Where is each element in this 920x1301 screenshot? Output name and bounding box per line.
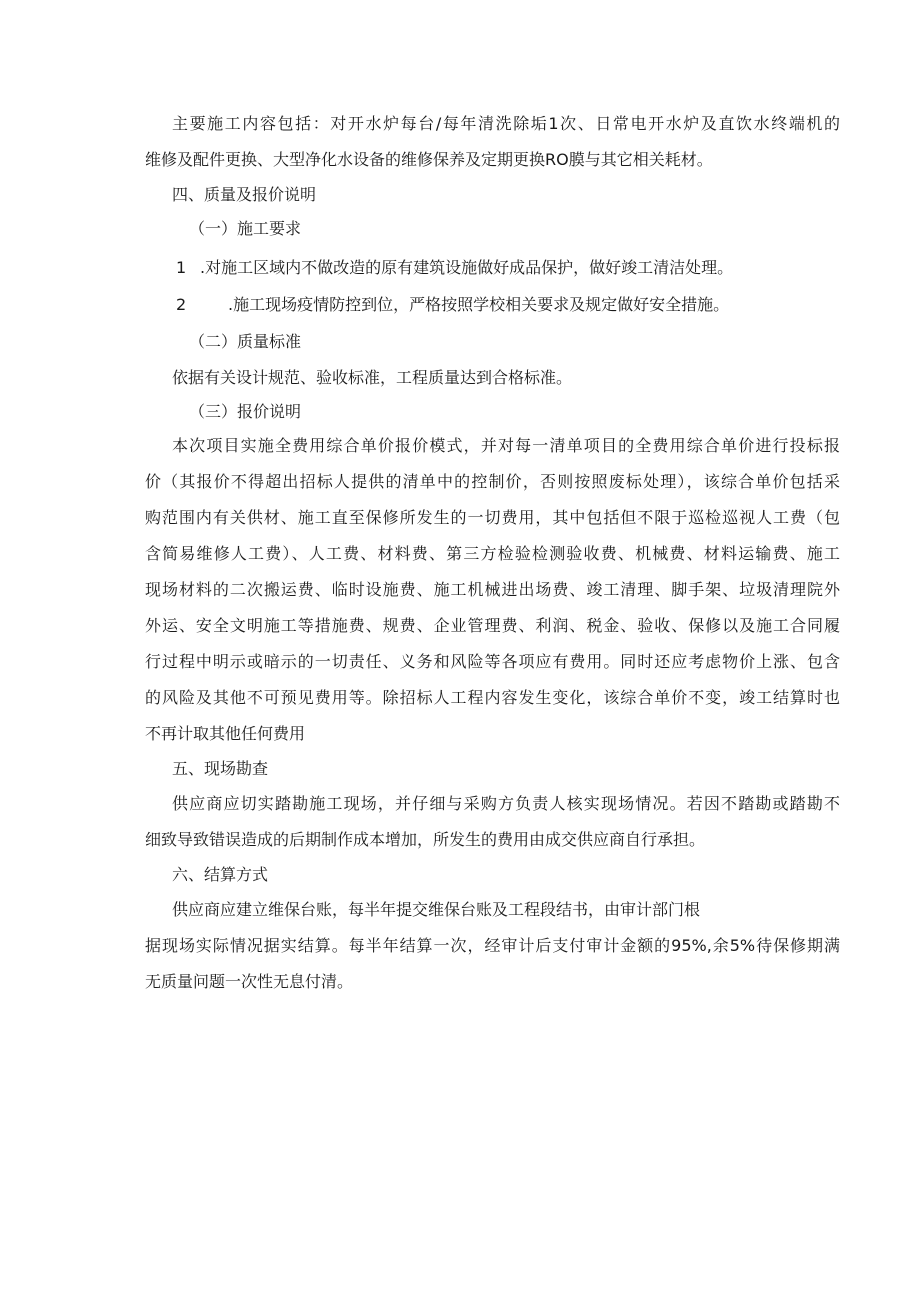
price-paragraph-line-3: 购范围内有关供材、施工直至保修所发生的一切费用，其中包括但不限于巡检巡视人工费（包 [145, 508, 840, 527]
list-item-number: 2 [176, 295, 187, 314]
subheading-quality-standard: （二）质量标准 [189, 332, 302, 351]
content-paragraph-line-1: 主要施工内容包括：对开水炉每台/每年清洗除垢1次、日常电开水炉及直饮水终端机的 [172, 114, 840, 133]
survey-paragraph-line-1: 供应商应切实踏勘施工现场，并仔细与采购方负责人核实现场情况。若因不踏勘或踏勘不 [172, 794, 840, 813]
price-paragraph-line-2: 价（其报价不得超出招标人提供的清单中的控制价，否则按照废标处理），该综合单价包括采 [145, 472, 840, 491]
content-paragraph-line-2: 维修及配件更换、大型净化水设备的维修保养及定期更换RO膜与其它相关耗材。 [145, 150, 713, 169]
price-paragraph-line-6: 外运、安全文明施工等措施费、规费、企业管理费、利润、税金、验收、保修以及施工合同履 [145, 616, 840, 635]
list-item-text: .施工现场疫情防控到位，严格按照学校相关要求及规定做好安全措施。 [228, 295, 730, 314]
survey-paragraph-line-2: 细致导致错误造成的后期制作成本增加，所发生的费用由成交供应商自行承担。 [145, 830, 706, 849]
price-paragraph-line-7: 行过程中明示或暗示的一切责任、义务和风险等各项应有费用。同时还应考虑物价上涨、包含 [145, 652, 840, 671]
price-paragraph-line-4: 含简易维修人工费）、人工费、材料费、第三方检验检测验收费、机械费、材料运输费、施工 [145, 544, 840, 563]
section-heading-quality-and-price: 四、质量及报价说明 [172, 185, 317, 204]
settlement-paragraph-line-3: 无质量问题一次性无息付清。 [145, 972, 354, 991]
subheading-construction-requirements: （一）施工要求 [189, 219, 302, 238]
settlement-paragraph-line-1: 供应商应建立维保台账，每半年提交维保台账及工程段结书，由审计部门根 [172, 900, 701, 919]
section-heading-site-survey: 五、现场勘查 [172, 759, 269, 778]
price-paragraph-line-9: 不再计取其他任何费用 [145, 724, 306, 743]
price-paragraph-line-8: 的风险及其他不可预见费用等。除招标人工程内容发生变化，该综合单价不变，竣工结算时也 [145, 688, 840, 707]
list-item-text: .对施工区域内不做改造的原有建筑设施做好成品保护，做好竣工清洁处理。 [200, 258, 734, 277]
price-paragraph-line-1: 本次项目实施全费用综合单价报价模式，并对每一清单项目的全费用综合单价进行投标报 [172, 436, 840, 455]
price-paragraph-line-5: 现场材料的二次搬运费、临时设施费、施工机械进出场费、竣工清理、脚手架、垃圾清理院外 [145, 580, 840, 599]
subheading-price-explanation: （三）报价说明 [189, 402, 302, 421]
list-item-2 [176, 293, 844, 317]
list-item-1 [176, 256, 844, 280]
section-heading-settlement: 六、结算方式 [172, 865, 269, 884]
quality-paragraph: 依据有关设计规范、验收标准，工程质量达到合格标准。 [172, 368, 573, 387]
list-item-number: 1 [176, 258, 187, 277]
settlement-paragraph-line-2: 据现场实际情况据实结算。每半年结算一次，经审计后支付审计金额的95%,余5%待保修期满 [145, 936, 840, 955]
